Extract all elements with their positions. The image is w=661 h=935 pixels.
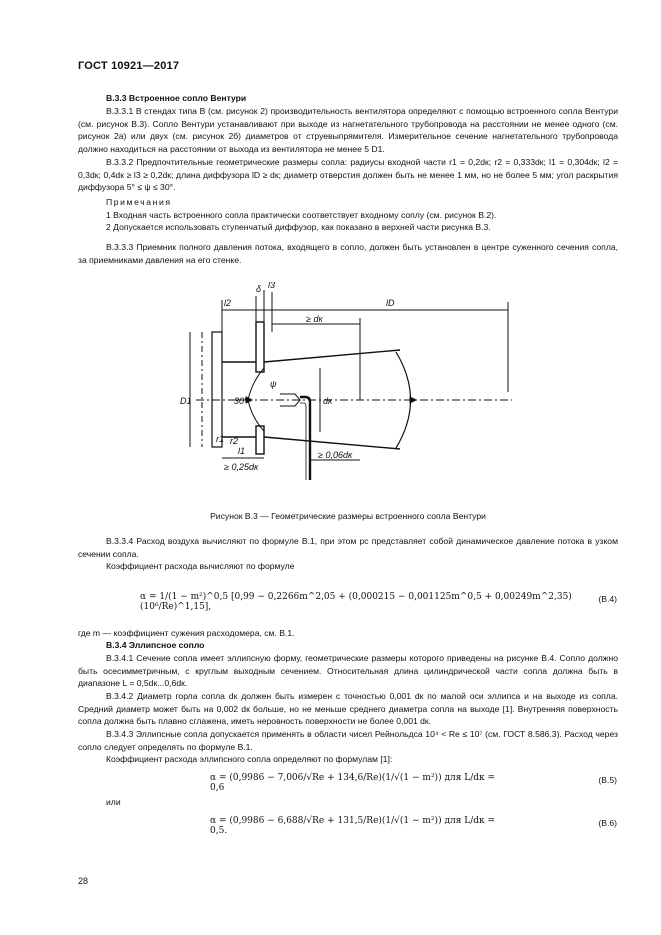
label-ge-025dk: ≥ 0,25dк [224,462,259,472]
notes-title: Примечания [106,197,172,207]
formula-b4-number: (В.4) [598,594,617,604]
document-header: ГОСТ 10921—2017 [78,60,180,72]
formula-b6-number: (В.6) [598,818,617,828]
formula-b6 [210,816,510,836]
formula-b6-text: α = (0,9986 − 6,688/√Re + 131,5/Re)(1/√(1 − m²)) для L/dк = 0,5. [210,816,496,836]
paragraph-coef-ellipse-intro: Коэффициент расхода эллипсного сопла определяют по формулам [1]: [106,754,393,764]
formula-b4-text: α = 1/(1 − m²)^0,5 [0,99 − 0,2266m^2,05 + (0,000215 − 0,001125m^0,5 + 0,00249m^2,35)(10⁶/Re)^1,15], [140,592,572,612]
paragraph-b3334: В.3.3.4 Расход воздуха вычисляют по формуле В.1, при этом pс представляет собой динамическое давление потока в узком сечении сопла. [78,536,618,559]
page-number: 28 [78,876,89,886]
label-r2: r2 [230,436,239,446]
label-l2: l2 [224,298,232,308]
label-psi: ψ [270,379,277,389]
label-angle-30: 30° [234,396,248,406]
figure-caption: Рисунок В.3 — Геометрические размеры встроенного сопла Вентури [210,511,486,521]
paragraph-b3341: В.3.4.1 Сечение сопла имеет эллипсную форму, геометрические размеры которого приведены на рисунке В.4. Сопло должно быть осесимметричным, с круглым выходным сечением. Относительная длина цилиндрической части сопла должна быть в диапазоне L = 0,5dк...0,6dк. [78,653,618,689]
section-title-b34: В.3.4 Эллипсное сопло [106,640,205,650]
paragraph-b3343: В.3.4.3 Эллипсные сопла допускается применять в области чисел Рейнольдса 10⁴ < Re ≤ 10⁷ (см. ГОСТ 8.586.3). Расход через сопло следует определять по формуле В.1. [78,729,618,752]
note-2: 2 Допускается использовать ступенчатый диффузор, как показано в верхней части рисунка В.3. [106,222,491,232]
note-1: 1 Входная часть встроенного сопла практически соответствует входному соплу (см. рисунок В.2). [106,210,497,220]
formula-b5-text: α = (0,9986 − 7,006/√Re + 134,6/Re)(1/√(1 − m²)) для L/dк = 0,6 [210,773,496,793]
label-l3: l3 [268,282,276,290]
label-D1: D1 [180,396,192,406]
label-dk: dк [323,396,333,406]
venturi-nozzle-figure [160,282,520,504]
formula-b5-number: (В.5) [598,775,617,785]
label-l1: l1 [238,446,246,456]
label-lD: lD [386,298,395,308]
formula-b4 [140,592,620,612]
label-delta: δ [256,284,262,294]
label-ge-dk: ≥ dк [306,314,323,324]
text-or: или [106,797,121,807]
label-r1: r1 [216,434,225,444]
paragraph-b3331: В.3.3.1 В стендах типа В (см. рисунок 2) производительность вентилятора определяют с помощью встроенного сопла Вентури (см. рисунок В.3). Сопло Вентури устанавливают при выходе из нагнетательного трубопровода на расстоянии не менее одного (см. рисунок 2а) или двух (см. рисунок 2б) диаметров от струевыпрямителя. Измерительное сечение нагнетательного трубопровода должно находиться на расстоянии от выхода из вентилятора не менее 5 D1. [78,106,618,154]
paragraph-b3342: В.3.4.2 Диаметр горла сопла dк должен быть измерен с точностью 0,001 dк по малой оси эллипса и на выходе из сопла. Средний диаметр может быть на 0,002 dк больше, но не меньше среднего диаметра сопла на выходе [1]. Внутренняя поверхность сопла должна быть плавно сглажена, иметь неровность поверхности не более 0,001 dк. [78,691,618,727]
section-title-b333: В.3.3 Встроенное сопло Вентури [106,93,247,103]
paragraph-where: где m — коэффициент сужения расходомера, см. В.1. [78,628,295,638]
paragraph-b3333: В.3.3.3 Приемник полного давления потока, входящего в сопло, должен быть установлен в центре суженного сечения сопла, за приемниками давления на его стенке. [78,242,618,265]
paragraph-b3332: В.3.3.2 Предпочтительные геометрические размеры сопла: радиусы входной части r1 = 0,2dк; r2 = 0,333dк; l1 = 0,304dк; l2 = 0,3dк; 0,4dк ≥ l3 ≥ 0,2dк; длина диффузора lD ≥ dк; диаметр отверстия должен быть не менее 1 мм, но не более 5 мм; угол раскрытия диффузора 5° ≤ ψ ≤ 30°. [78,157,618,193]
label-ge-006dk: ≥ 0,06dк [318,450,353,460]
paragraph-coef-intro: Коэффициент расхода вычисляют по формуле [106,561,295,571]
formula-b5 [210,773,510,793]
